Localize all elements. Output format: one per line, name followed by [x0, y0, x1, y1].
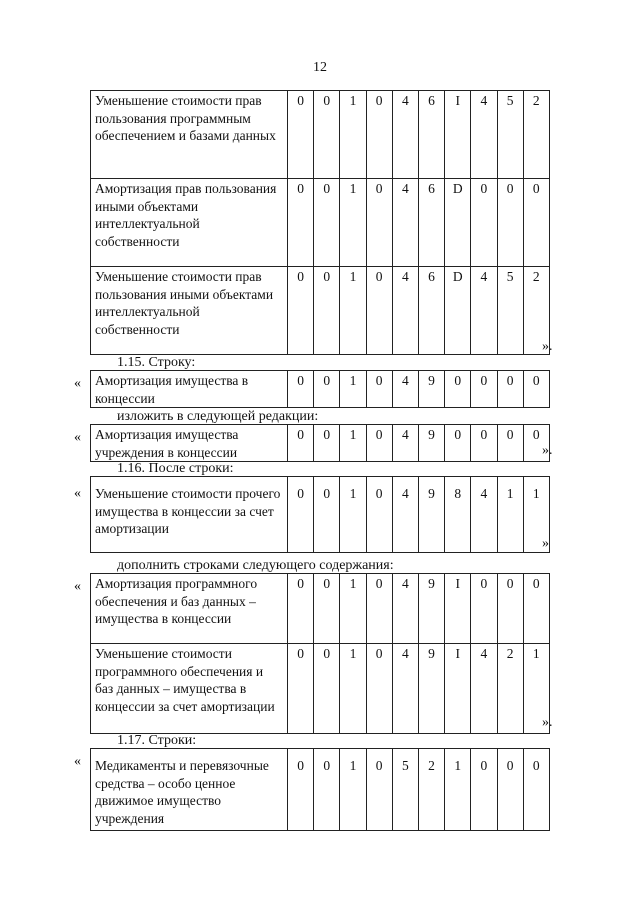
edit-instruction: изложить в следующей редакции:	[117, 409, 319, 424]
account-digit: 8	[445, 477, 471, 553]
account-digit: 1	[523, 644, 549, 734]
account-digit: 4	[392, 425, 418, 462]
account-digit: 0	[314, 477, 340, 553]
account-digit: I	[445, 91, 471, 179]
row-description: Уменьшение стоимости прав пользования иными объектами интеллектуальной собственности	[91, 267, 288, 355]
account-digit: 9	[418, 574, 444, 644]
table-lines-1-17	[90, 748, 550, 831]
table-old-line	[90, 370, 550, 408]
account-digit: 5	[497, 91, 523, 179]
account-digit: 9	[418, 425, 444, 462]
opening-quote: «	[74, 754, 81, 769]
account-digit: 0	[366, 179, 392, 267]
table-after-line	[90, 476, 550, 553]
account-digit: 0	[314, 574, 340, 644]
account-digit: 6	[418, 267, 444, 355]
account-digit: 4	[392, 574, 418, 644]
table-row	[91, 267, 550, 355]
account-digit: 4	[392, 477, 418, 553]
account-digit: 0	[366, 371, 392, 408]
account-digit: I	[445, 644, 471, 734]
account-digit: 0	[471, 371, 497, 408]
account-digit: 6	[418, 91, 444, 179]
table-row	[91, 477, 550, 553]
section-1-17-heading: 1.17. Строки:	[117, 733, 197, 748]
account-digit: 0	[366, 91, 392, 179]
account-digit: 1	[340, 749, 366, 831]
account-digit: 0	[497, 574, 523, 644]
account-digit: D	[445, 267, 471, 355]
account-digit: 9	[418, 644, 444, 734]
account-digit: 0	[471, 425, 497, 462]
account-digit: 1	[497, 477, 523, 553]
table-row	[91, 644, 550, 734]
table-ownership-rights	[90, 90, 550, 355]
account-digit: 0	[314, 267, 340, 355]
account-digit: 5	[497, 267, 523, 355]
account-digit: 0	[366, 574, 392, 644]
table-row	[91, 371, 550, 408]
table-row	[91, 91, 550, 179]
page-number: 12	[313, 60, 327, 75]
row-description: Медикаменты и перевязочные средства – особо ценное движимое имущество учреждения	[91, 749, 288, 831]
section-1-15-heading: 1.15. Строку:	[117, 355, 196, 370]
account-digit: 0	[497, 749, 523, 831]
account-digit: 0	[366, 425, 392, 462]
account-digit: 0	[523, 425, 549, 462]
account-digit: 0	[288, 749, 314, 831]
account-digit: 0	[445, 371, 471, 408]
account-digit: 4	[392, 179, 418, 267]
account-digit: 9	[418, 371, 444, 408]
account-digit: 4	[392, 91, 418, 179]
account-digit: 0	[523, 749, 549, 831]
account-digit: 0	[366, 477, 392, 553]
account-digit: 1	[340, 477, 366, 553]
account-digit: 0	[497, 371, 523, 408]
row-description: Уменьшение стоимости прочего имущества в концессии за счет амортизации	[91, 477, 288, 553]
account-digit: I	[445, 574, 471, 644]
table-added-lines	[90, 573, 550, 734]
account-digit: 0	[288, 425, 314, 462]
account-digit: 4	[471, 267, 497, 355]
account-digit: 0	[523, 179, 549, 267]
row-description: Амортизация прав пользования иными объектами интеллектуальной собственности	[91, 179, 288, 267]
account-digit: 0	[314, 425, 340, 462]
account-digit: 0	[497, 179, 523, 267]
account-digit: D	[445, 179, 471, 267]
row-description: Амортизация имущества в концессии	[91, 371, 288, 408]
account-digit: 0	[314, 91, 340, 179]
row-description: Амортизация программного обеспечения и баз данных – имущества в концессии	[91, 574, 288, 644]
account-digit: 0	[523, 574, 549, 644]
account-digit: 1	[340, 371, 366, 408]
account-digit: 1	[340, 425, 366, 462]
account-digit: 0	[288, 371, 314, 408]
account-digit: 0	[314, 749, 340, 831]
account-digit: 0	[314, 644, 340, 734]
account-digit: 0	[523, 371, 549, 408]
account-digit: 0	[288, 179, 314, 267]
account-digit: 0	[471, 179, 497, 267]
account-digit: 1	[445, 749, 471, 831]
opening-quote: «	[74, 486, 81, 501]
account-digit: 1	[340, 644, 366, 734]
row-description: Уменьшение стоимости прав пользования программным обеспечением и базами данных	[91, 91, 288, 179]
account-digit: 0	[314, 179, 340, 267]
row-description: Амортизация имущества учреждения в концессии	[91, 425, 288, 462]
account-digit: 0	[497, 425, 523, 462]
account-digit: 0	[471, 574, 497, 644]
account-digit: 0	[288, 477, 314, 553]
account-digit: 0	[288, 91, 314, 179]
account-digit: 0	[288, 574, 314, 644]
account-digit: 2	[418, 749, 444, 831]
account-digit: 1	[340, 179, 366, 267]
section-1-16-heading: 1.16. После строки:	[117, 461, 234, 476]
table-row	[91, 574, 550, 644]
account-digit: 4	[392, 371, 418, 408]
account-digit: 0	[471, 749, 497, 831]
account-digit: 0	[288, 644, 314, 734]
account-digit: 4	[471, 644, 497, 734]
table-row	[91, 749, 550, 831]
account-digit: 1	[340, 91, 366, 179]
opening-quote: «	[74, 376, 81, 391]
account-digit: 2	[497, 644, 523, 734]
add-instruction: дополнить строками следующего содержания:	[117, 558, 394, 573]
opening-quote: «	[74, 579, 81, 594]
account-digit: 1	[523, 477, 549, 553]
account-digit: 6	[418, 179, 444, 267]
account-digit: 0	[314, 371, 340, 408]
account-digit: 1	[340, 267, 366, 355]
closing-quote: ».	[542, 339, 553, 354]
account-digit: 1	[340, 574, 366, 644]
closing-quote: ».	[542, 443, 553, 458]
table-row	[91, 425, 550, 462]
account-digit: 4	[392, 644, 418, 734]
account-digit: 5	[392, 749, 418, 831]
table-row	[91, 179, 550, 267]
account-digit: 0	[366, 749, 392, 831]
opening-quote: «	[74, 430, 81, 445]
account-digit: 4	[471, 477, 497, 553]
account-digit: 4	[471, 91, 497, 179]
account-digit: 2	[523, 267, 549, 355]
account-digit: 9	[418, 477, 444, 553]
account-digit: 0	[445, 425, 471, 462]
table-new-line	[90, 424, 550, 462]
row-description: Уменьшение стоимости программного обеспечения и баз данных – имущества в концессии за счет амортизации	[91, 644, 288, 734]
account-digit: 4	[392, 267, 418, 355]
account-digit: 0	[366, 644, 392, 734]
account-digit: 0	[288, 267, 314, 355]
closing-quote: »	[542, 536, 549, 551]
closing-quote: ».	[542, 715, 553, 730]
account-digit: 0	[366, 267, 392, 355]
account-digit: 2	[523, 91, 549, 179]
